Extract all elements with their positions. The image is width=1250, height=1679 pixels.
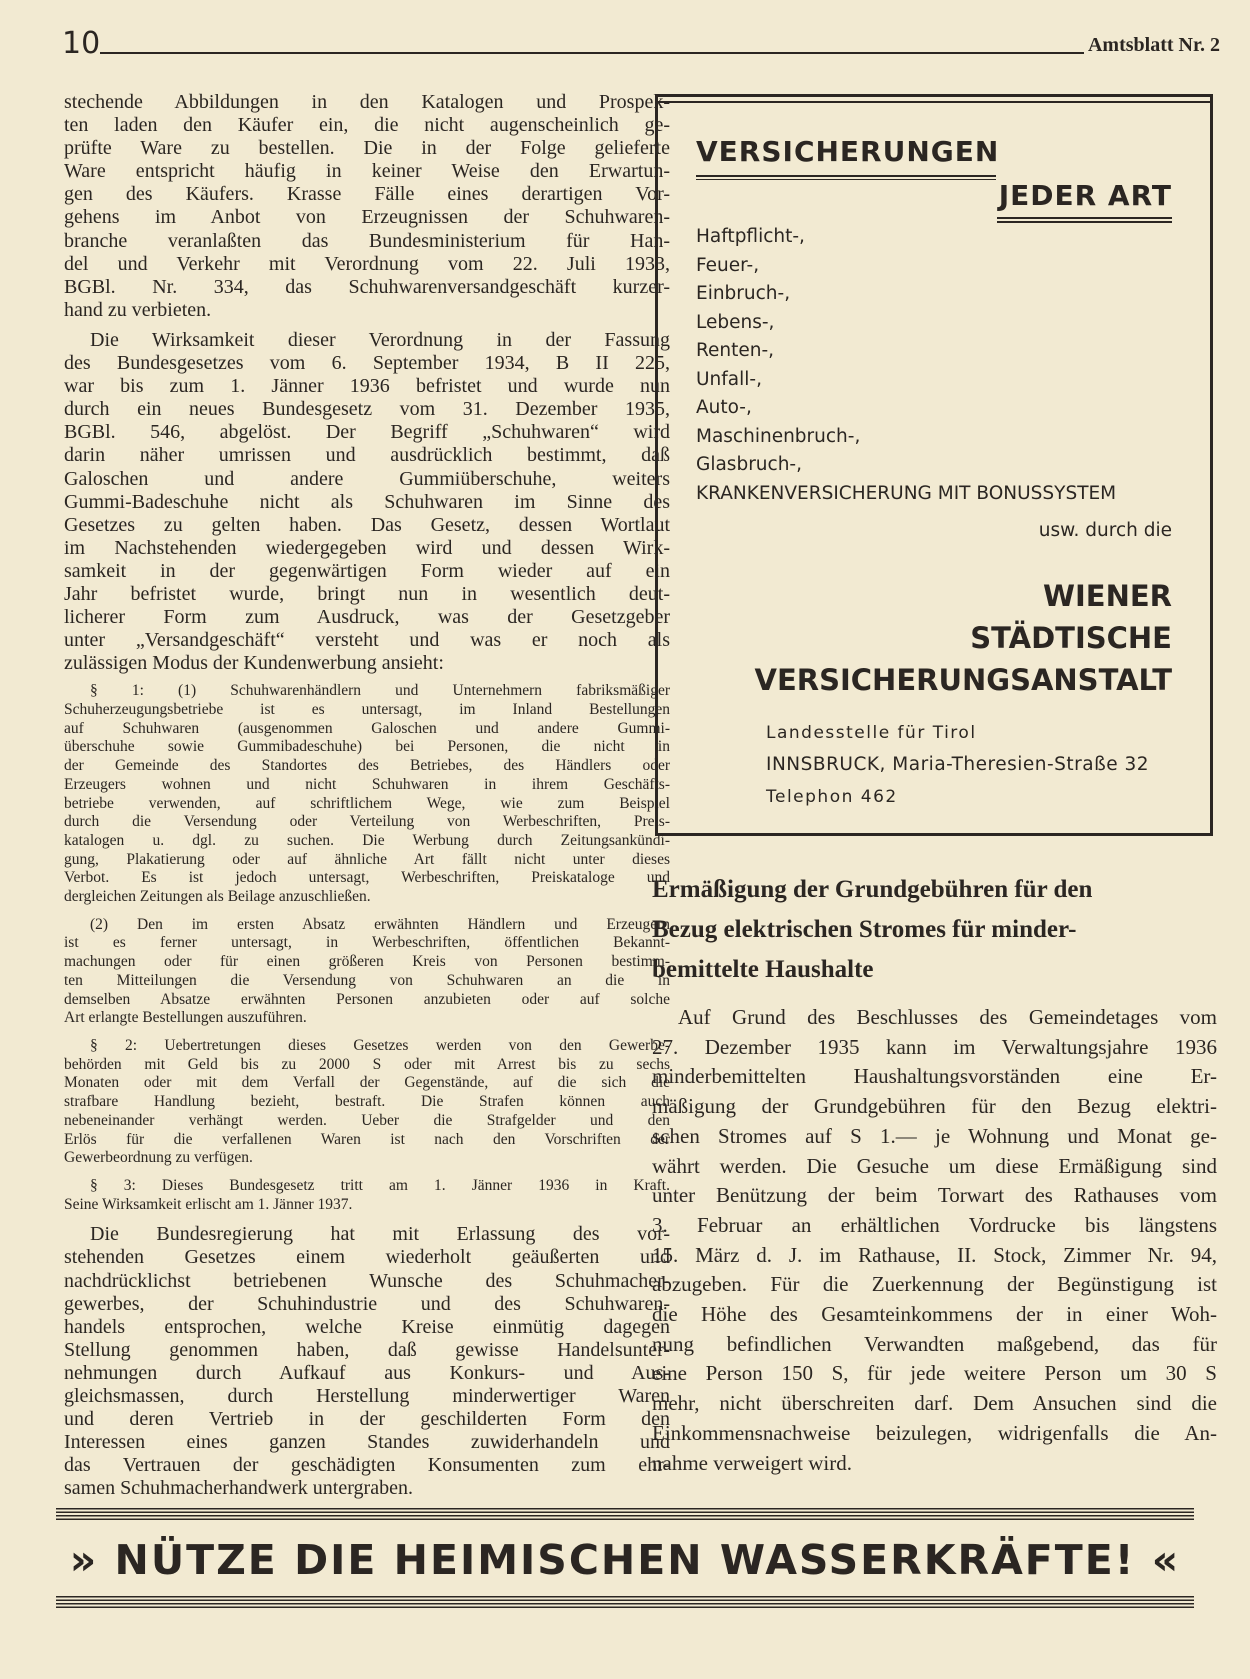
paragraph <box>652 1003 1217 1478</box>
left-column <box>64 91 670 1507</box>
text-line: gleichsmassen, durch Herstellung minderwertiger Waren <box>64 1384 670 1407</box>
text-line: gehens im Anbot von Erzeugnissen der Schuhwaren- <box>64 206 670 229</box>
insurance-advertisement <box>655 94 1213 836</box>
text-line: war bis zum 1. Jänner 1936 befristet und wurde nun <box>64 375 670 398</box>
text-line: Einkommensnachweise beizulegen, widrigenfalls die An- <box>652 1420 1217 1445</box>
text-line: unter „Versandgeschäft“ versteht und was er noch als <box>64 629 670 652</box>
text-line: zulässigen Modus der Kundenwerbung ansieht: <box>64 652 444 675</box>
text-line: darin näher umrissen und ausdrücklich bestimmt, daß <box>64 444 670 467</box>
ad-item: Auto-, <box>696 397 752 418</box>
firm-line: VERSICHERUNGSANSTALT <box>754 663 1172 697</box>
text-line: BGBl. Nr. 334, das Schuhwarenversandgeschäft kurzer- <box>64 275 670 298</box>
text-line: gung, Plakatierung oder auf ähnliche Art fällt nicht unter dieses <box>64 850 670 868</box>
text-line: prüfte Ware zu bestellen. Die in der Folge gelieferte <box>64 137 670 160</box>
text-line: Ware entspricht häufig in keiner Weise den Erwartun- <box>64 160 670 183</box>
paragraph <box>64 91 670 322</box>
ad-item: Lebens-, <box>696 311 775 333</box>
text-line: nahme verweigert wird. <box>652 1450 853 1475</box>
text-line: Galoschen und andere Gummiüberschuhe, weiters <box>64 467 670 490</box>
text-line: Erlös für die verfallenen Waren ist nach den Vorschriften der <box>64 1130 670 1148</box>
firm-line: WIENER <box>1043 579 1172 613</box>
header-rule <box>100 52 1190 54</box>
text-line: nebeneinander verhängt werden. Ueber die Strafgelder und den <box>64 1111 670 1129</box>
ad-heading-insurance: VERSICHERUNGEN <box>696 135 1000 168</box>
text-line: stehenden Gesetzes einem wiederholt geäußerten und <box>64 1246 670 1269</box>
text-line: nehmungen durch Aufkauf aus Konkurs- und Aus- <box>64 1361 670 1384</box>
text-line: Gewerbeordnung zu verfügen. <box>64 1149 253 1167</box>
ad-address: INNSBRUCK, Maria-Theresien-Straße 32 <box>766 754 1150 775</box>
text-line: handels entsprochen, welche Kreise einmütig dagegen <box>64 1315 670 1338</box>
text-line: 3. Februar an erhältlichen Vordrucke bis längstens <box>652 1212 1217 1237</box>
text-line: das Vertrauen der geschädigten Konsumenten zum ehr- <box>64 1454 670 1477</box>
paragraph <box>64 329 670 675</box>
text-line: Die Wirksamkeit dieser Verordnung in der Fassung <box>90 328 670 351</box>
text-line: gewerbes, der Schuhindustrie und des Schuhwaren- <box>64 1292 670 1315</box>
text-line: behörden mit Geld bis zu 2000 S oder mit Arrest bis zu sechs <box>64 1055 670 1073</box>
text-line: währt werden. Die Gesuche um diese Ermäßigung sind <box>652 1153 1217 1178</box>
text-line: der Gemeinde des Standortes des Betriebes, des Händlers oder <box>64 757 670 775</box>
ad-underline <box>696 175 996 180</box>
title-line: bemittelte Haushalte <box>652 956 874 983</box>
text-line: Interessen eines ganzen Standes zuwiderhandeln und <box>64 1431 670 1454</box>
ad-item: Haftpflicht-, <box>696 226 805 247</box>
paragraph <box>64 1037 670 1168</box>
text-line: machungen oder für einen größeren Kreis von Personen bestimm- <box>64 953 670 971</box>
text-line: abzugeben. Für die Zuerkennung der Begünstigung ist <box>652 1272 1217 1297</box>
text-line: Die Bundesregierung hat mit Erlassung des vor- <box>90 1223 670 1246</box>
text-line: überschuhe sowie Gummibadeschuhe) bei Personen, die nicht in <box>64 738 670 756</box>
text-line: die Höhe des Gesamteinkommens der in einer Woh- <box>652 1302 1217 1327</box>
text-line: del und Verkehr mit Verordnung vom 22. Juli 1933, <box>64 252 670 275</box>
text-line: Auf Grund des Beschlusses des Gemeindetages vom <box>678 1005 1217 1029</box>
article-title <box>652 870 1217 990</box>
firm-line: STÄDTISCHE <box>970 621 1172 655</box>
ad-item: Renten-, <box>696 340 775 361</box>
ad-usw: usw. durch die <box>1038 520 1172 541</box>
text-line: Verbot. Es ist jedoch untersagt, Werbeschriften, Preiskataloge und <box>64 869 670 887</box>
text-line: Art erlangte Bestellungen auszuführen. <box>64 1009 307 1027</box>
text-line: unter Benützung der beim Torwart des Rathauses vom <box>652 1183 1217 1208</box>
paragraph <box>64 1223 670 1500</box>
title-line: Bezug elektrischen Stromes für minder- <box>652 916 1077 943</box>
text-line: strafbare Handlung bezieht, bestraft. Die Strafen können auch <box>64 1093 670 1111</box>
ad-branch: Landesstelle für Tirol <box>766 723 977 743</box>
text-line: Gesetzes zu gelten haben. Das Gesetz, dessen Wortlaut <box>64 513 670 536</box>
text-line: Erzeugers wohnen und nicht Schuhwaren in ihrem Geschäfts- <box>64 775 670 793</box>
ad-heading-all-types: JEDER ART <box>998 179 1172 212</box>
text-line: 27. Dezember 1935 kann im Verwaltungsjahre 1936 <box>652 1034 1217 1059</box>
ad-phone: Telephon 462 <box>766 787 898 807</box>
text-line: des Bundesgesetzes vom 6. September 1934, B II 225, <box>64 352 670 375</box>
text-line: ten laden den Käufer ein, die nicht augenscheinlich ge- <box>64 114 670 137</box>
ad-top-rule <box>658 101 1210 103</box>
text-line: licherer Form zum Ausdruck, was der Gesetzgeber <box>64 606 670 629</box>
article-body <box>652 1003 1217 1478</box>
text-line: nachdrücklichst betriebenen Wunsche des Schuhmacher- <box>64 1269 670 1292</box>
text-line: schen Stromes auf S 1.— je Wohnung und Monat ge- <box>652 1123 1217 1148</box>
ad-item: Maschinenbruch-, <box>696 425 861 447</box>
text-line: branche veranlaßten das Bundesministerium für Han- <box>64 229 670 252</box>
text-line: 15. März d. J. im Rathause, II. Stock, Zimmer Nr. 94, <box>652 1242 1217 1267</box>
text-line: mäßigung der Grundgebühren für den Bezug elektri- <box>652 1094 1217 1119</box>
ad-item: KRANKENVERSICHERUNG MIT BONUSSYSTEM <box>696 482 1117 504</box>
ad-insurance-list <box>696 223 1116 508</box>
text-line: § 2: Uebertretungen dieses Gesetzes werden von den Gewerbe- <box>90 1037 670 1054</box>
text-line: § 1: (1) Schuhwarenhändlern und Unternehmern fabriksmäßiger <box>90 682 670 700</box>
text-line: Seine Wirksamkeit erlischt am 1. Jänner 1937. <box>64 1195 353 1213</box>
text-line: samkeit in der gegenwärtigen Form wieder auf ein <box>64 559 670 582</box>
text-line: nung befindlichen Verwandten maßgebend, das für <box>652 1331 1217 1356</box>
ad-contact <box>766 717 1149 813</box>
ad-item: Einbruch-, <box>696 283 791 304</box>
text-line: im Nachstehenden wiedergegeben wird und dessen Wirk- <box>64 536 670 559</box>
text-line: Schuherzeugungsbetriebe ist es untersagt, im Inland Bestellungen <box>64 701 670 719</box>
ad-item: Glasbruch-, <box>696 454 802 475</box>
text-line: dergleichen Zeitungen als Beilage anzuschließen. <box>64 888 371 906</box>
text-line: und deren Vertrieb in der geschilderten Form den <box>64 1408 670 1431</box>
ad-item: Feuer-, <box>696 254 760 276</box>
text-line: ist es ferner untersagt, in Werbeschriften, öffentlichen Bekannt- <box>64 934 670 952</box>
text-line: ten Mitteilungen die Versendung von Schuhwaren an die in <box>64 971 670 989</box>
banner-bottom-rule <box>56 1596 1194 1610</box>
text-line: Stellung genommen haben, daß gewisse Handelsunter- <box>64 1338 670 1361</box>
text-line: durch die Versendung oder Verteilung von Werbeschriften, Preis- <box>64 813 670 831</box>
text-line: Monaten oder mit dem Verfall der Gegenstände, auf die sich die <box>64 1074 670 1092</box>
text-line: hand zu verbieten. <box>64 298 212 321</box>
paragraph <box>64 1177 670 1214</box>
paragraph <box>64 682 670 906</box>
text-line: § 3: Dieses Bundesgesetz tritt am 1. Jänner 1936 in Kraft. <box>90 1176 670 1194</box>
ad-firm-name <box>755 575 1173 701</box>
title-line: Ermäßigung der Grundgebühren für den <box>652 876 1093 903</box>
text-line: stechende Abbildungen in den Katalogen und Prospek- <box>64 91 670 113</box>
text-line: eine Person 150 S, für jede weitere Person um 30 S <box>652 1361 1217 1386</box>
banner-top-rule <box>56 1508 1194 1522</box>
text-line: Jahr befristet wurde, bringt nun in wesentlich deut- <box>64 582 670 605</box>
text-line: minderbemittelten Haushaltungsvorständen eine Er- <box>652 1064 1217 1089</box>
publication-title: Amtsblatt Nr. 2 <box>1084 34 1220 57</box>
text-line: durch ein neues Bundesgesetz vom 31. Dezember 1935, <box>64 398 670 421</box>
text-line: demselben Absatze erwähnten Personen anzubieten oder auf solche <box>64 990 670 1008</box>
text-line: betriebe verwenden, auf schriftlichem Wege, wie zum Beispiel <box>64 794 670 812</box>
page-number: 10 <box>62 26 101 61</box>
text-line: gen des Käufers. Krasse Fälle eines derartigen Vor- <box>64 183 670 206</box>
text-line: Gummi-Badeschuhe nicht als Schuhwaren im Sinne des <box>64 490 670 513</box>
text-line: auf Schuhwaren (ausgenommen Galoschen und andere Gummi- <box>64 719 670 737</box>
paragraph <box>64 916 670 1028</box>
ad-item: Unfall-, <box>696 368 762 390</box>
text-line: (2) Den im ersten Absatz erwähnten Händlern und Erzeugern <box>90 915 670 933</box>
text-line: BGBl. 546, abgelöst. Der Begriff „Schuhwaren“ wird <box>64 421 670 444</box>
text-line: katalogen u. dgl. zu suchen. Die Werbung durch Zeitungsankündi- <box>64 831 670 849</box>
text-line: mehr, nicht überschreiten darf. Dem Ansuchen sind die <box>652 1391 1217 1416</box>
text-line: samen Schuhmacherhandwerk untergraben. <box>64 1477 413 1500</box>
banner-slogan: » NÜTZE DIE HEIMISCHEN WASSERKRÄFTE! « <box>69 1536 1181 1584</box>
